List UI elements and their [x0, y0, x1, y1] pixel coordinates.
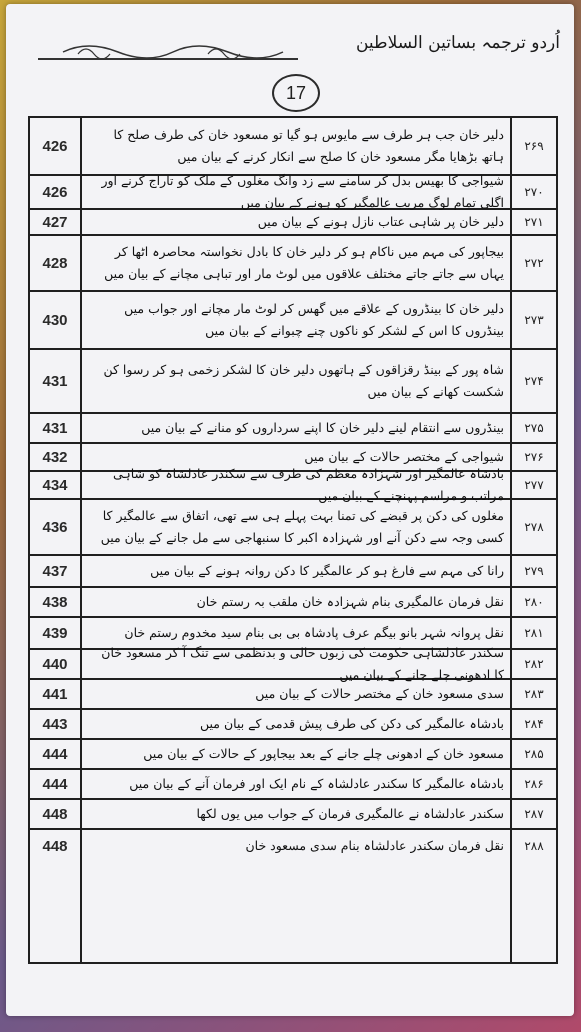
page-cell: 444	[42, 775, 68, 793]
serial-cell: ۲۷۹	[524, 564, 544, 578]
title-cell: بادشاہ عالمگیر اور شہزادہ معظم کی طرف سے سکندر عادلشاہ کو شاہی مراتب و مراسم پہنچنے کے بیان میں	[112, 466, 504, 503]
table-row	[30, 500, 556, 556]
title-cell: سدی مسعود خان کے مختصر حالات کے بیان میں	[255, 686, 504, 701]
serial-cell: ۲۸۸	[524, 839, 544, 853]
title-cell: بادشاہ عالمگیر کا سکندر عادلشاہ کے نام ایک اور فرمان آنے کے بیان میں	[129, 776, 504, 791]
table-row	[30, 350, 556, 414]
page-cell: 444	[42, 745, 68, 763]
running-title: اُردو ترجمہ بساتین السلاطین	[355, 33, 560, 53]
title-cell: مغلوں کی دکن پر قبضے کی تمنا بہت پہلے ہی سے تھی، اتفاق سے عالمگیر کا کسی وجہ سے دکن آنے اور شہزادہ اکبر کا سنبھاجی سے مل جانے کے بیان میں	[100, 508, 504, 545]
serial-cell: ۲۸۵	[524, 747, 544, 761]
page-cell: 434	[42, 476, 68, 494]
serial-cell: ۲۷۴	[524, 374, 544, 388]
page-cell: 441	[42, 685, 68, 703]
serial-cell: ۲۷۲	[524, 256, 544, 270]
title-cell: سکندر عادلشاہ نے عالمگیری فرمان کے جواب میں یوں لکھا	[196, 806, 504, 821]
table-row	[30, 414, 556, 444]
table-row	[30, 800, 556, 830]
serial-cell: ۲۷۰	[524, 185, 544, 199]
page-cell: 427	[42, 213, 68, 231]
table-row	[30, 680, 556, 710]
ornament-flourish	[58, 40, 288, 64]
table-row	[30, 173, 556, 210]
serial-cell: ۲۷۳	[524, 313, 544, 327]
page-cell: 426	[42, 183, 68, 201]
title-cell: سکندر عادلشاہی حکومت کی زبوں حالی و بدنظمی سے تنگ آ کر مسعود خان کا ادھونی چلے جانے کے بیان میں	[101, 645, 504, 682]
serial-cell: ۲۸۳	[524, 687, 544, 701]
table-row	[30, 556, 556, 588]
header-rule	[38, 58, 298, 60]
table-row	[30, 466, 556, 503]
contents-table	[28, 116, 558, 964]
title-cell: رانا کی مہم سے فارغ ہو کر عالمگیر کا دکن روانہ ہونے کے بیان میں	[150, 563, 504, 578]
serial-cell: ۲۸۶	[524, 777, 544, 791]
title-cell: نقل پروانہ شہر بانو بیگم عرف پادشاہ بی بی بنام سید مخدوم رستم خان	[124, 625, 504, 640]
page-cell: 428	[42, 254, 68, 272]
title-cell: شیواجی کا بھیس بدل کر سامنے سے زد وانگ مغلوں کے ملک کو تاراج کرنے اور اگلی تمام لوگ مریب عالمگیر کو ہونے کے بیان میں	[101, 173, 504, 210]
title-cell: بیجاپور کی مہم میں ناکام ہو کر دلیر خان کا بادل نخواستہ محاصرہ اٹھا کر یہاں سے جاتے جاتے مختلف علاقوں میں لوٹ مار اور تباہی مچانے کے بیان میں	[104, 244, 504, 281]
title-cell: دلیر خان کا بینڈروں کے علاقے میں گھس کر لوٹ مار مچانے اور جواب میں بینڈروں کا اس کے لشکر کو ناکوں چنے چبوانے کے بیان میں	[124, 301, 504, 338]
table-row	[30, 118, 556, 176]
serial-cell: ۲۷۱	[524, 215, 544, 229]
page-cell: 439	[42, 624, 68, 642]
serial-cell: ۲۸۷	[524, 807, 544, 821]
title-cell: بینڈروں سے انتقام لینے دلیر خان کا اپنے سرداروں کو منانے کے بیان میں	[141, 420, 504, 435]
page-cell: 443	[42, 715, 68, 733]
table-row	[30, 210, 556, 236]
title-cell: نقل فرمان سکندر عادلشاہ بنام سدی مسعود خان	[245, 838, 504, 853]
page-cell: 448	[42, 805, 68, 823]
table-row	[30, 740, 556, 770]
table-row	[30, 645, 556, 682]
serial-cell: ۲۷۷	[524, 478, 544, 492]
table-row	[30, 236, 556, 292]
page-cell: 432	[42, 448, 68, 466]
title-cell: شاہ پور کے بینڈ رقزاقوں کے ہاتھوں دلیر خان کا لشکر زخمی ہو کر رسوا کن شکست کھانے کے بیان میں	[103, 362, 504, 399]
serial-cell: ۲۷۵	[524, 421, 544, 435]
serial-cell: ۲۸۲	[524, 657, 544, 671]
book-page	[6, 4, 574, 1016]
page-cell: 440	[42, 655, 68, 673]
title-cell: دلیر خان پر شاہی عتاب نازل ہونے کے بیان میں	[257, 214, 504, 229]
page-cell: 448	[42, 837, 68, 855]
page-header	[18, 14, 566, 76]
title-cell: شیواجی کے مختصر حالات کے بیان میں	[304, 449, 504, 464]
serial-cell: ۲۸۰	[524, 595, 544, 609]
page-cell: 437	[42, 562, 68, 580]
page-cell: 438	[42, 593, 68, 611]
table-row	[30, 292, 556, 350]
page-cell: 431	[42, 419, 68, 437]
page-cell: 426	[42, 137, 68, 155]
table-row	[30, 770, 556, 800]
serial-cell: ۲۶۹	[524, 139, 544, 153]
serial-cell: ۲۸۴	[524, 717, 544, 731]
title-cell: دلیر خان جب ہر طرف سے مایوس ہو گیا تو مسعود خان کی طرف صلح کا ہاتھ بڑھایا مگر مسعود خان کا صلح سے انکار کرنے کے بیان میں	[113, 127, 504, 164]
table-row	[30, 830, 556, 862]
page-cell: 431	[42, 372, 68, 390]
page-cell: 436	[42, 518, 68, 536]
page-cell: 430	[42, 311, 68, 329]
page-number-badge: 17	[272, 74, 320, 112]
title-cell: بادشاہ عالمگیر کی دکن کی طرف پیش قدمی کے بیان میں	[200, 716, 504, 731]
serial-cell: ۲۷۸	[524, 520, 544, 534]
serial-cell: ۲۷۶	[524, 450, 544, 464]
table-row	[30, 710, 556, 740]
title-cell: نقل فرمان عالمگیری بنام شہزادہ خان ملقب بہ رستم خان	[196, 594, 504, 609]
title-cell: مسعود خان کے ادھونی چلے جانے کے بعد بیجاپور کے حالات کے بیان میں	[143, 746, 504, 761]
table-row	[30, 588, 556, 618]
serial-cell: ۲۸۱	[524, 626, 544, 640]
